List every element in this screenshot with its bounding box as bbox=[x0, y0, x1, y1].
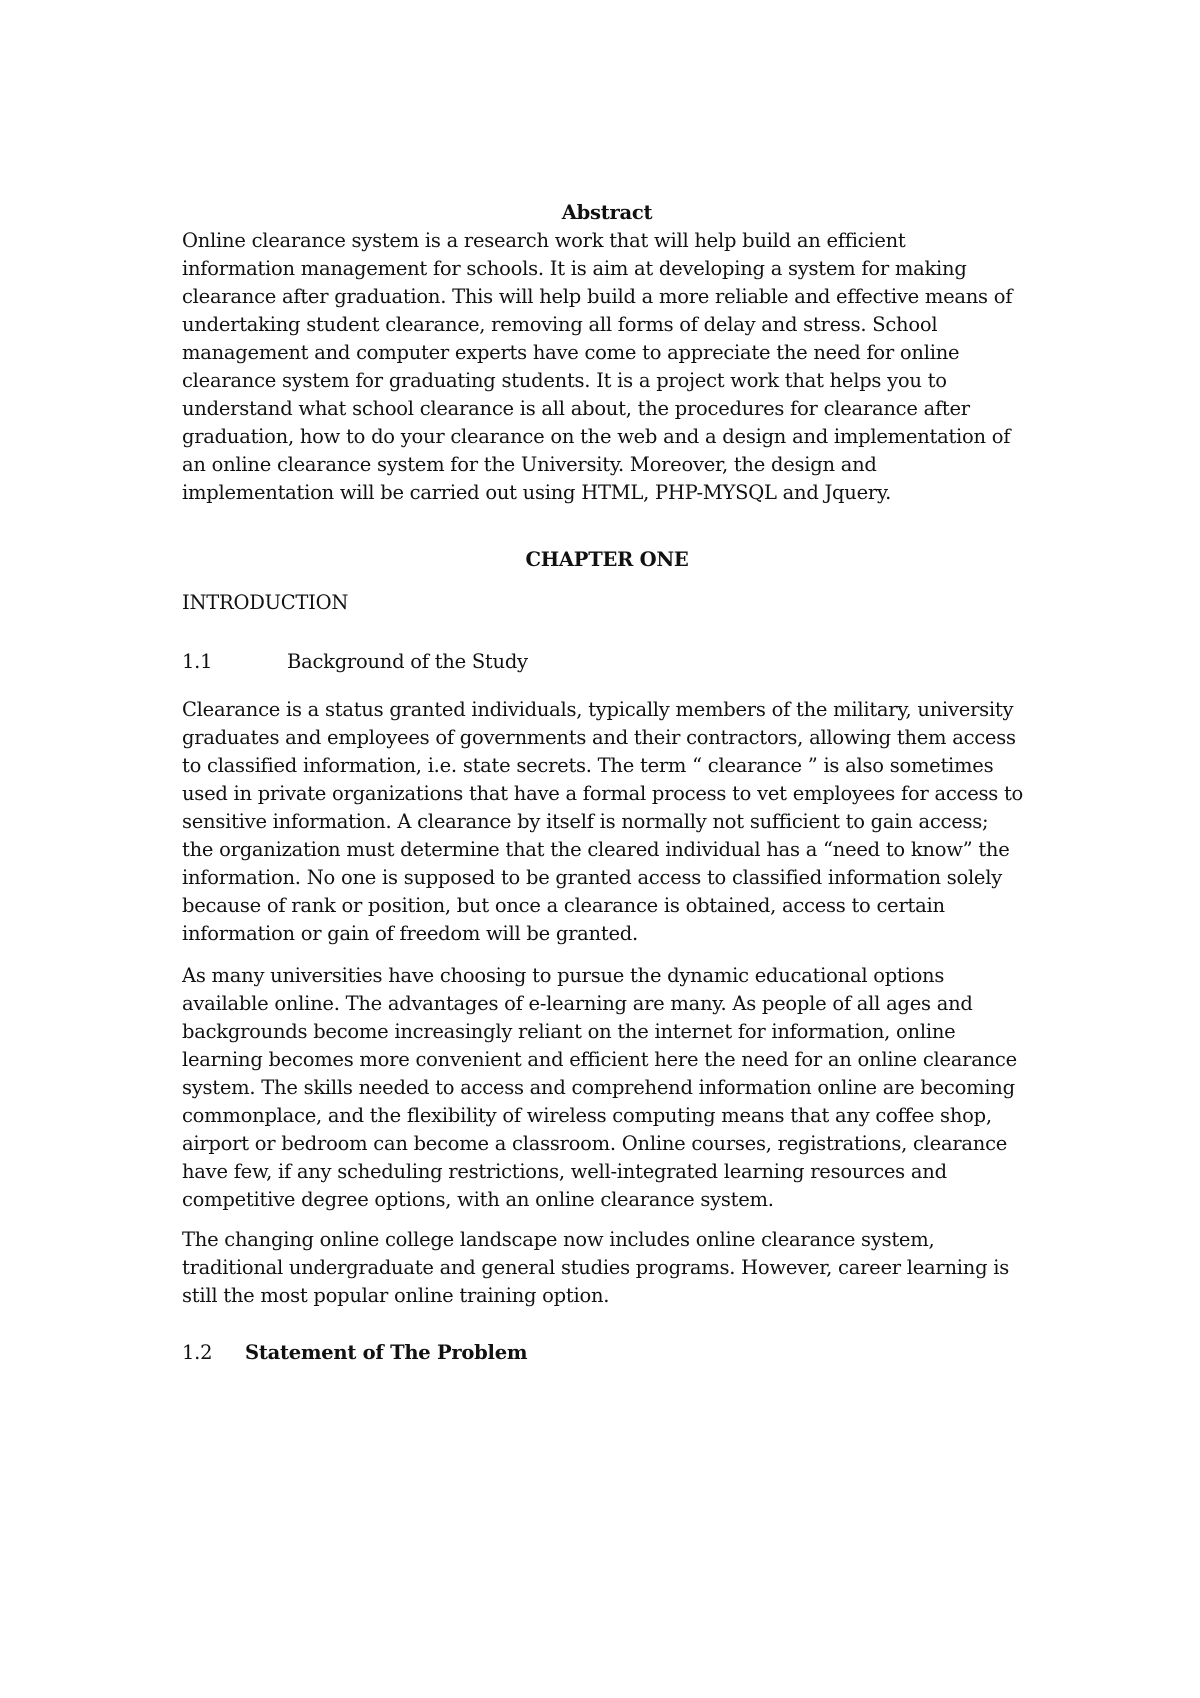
abstract-heading: Abstract bbox=[561, 201, 653, 224]
section-number: 1.2 bbox=[182, 1341, 213, 1364]
background-paragraph-3: The changing online college landscape now includes online clearance system, traditional undergraduate and general studies programs. However, career learning is still the most popular online training option. bbox=[182, 1228, 1010, 1307]
section-title: Statement of The Problem bbox=[245, 1341, 528, 1364]
chapter-heading: CHAPTER ONE bbox=[525, 548, 689, 571]
section-number: 1.1 bbox=[182, 650, 213, 673]
abstract-paragraph: Online clearance system is a research work that will help build an efficient information management for schools. It is aim at developing a system for making clearance after graduation. This will help build a more reliable and effective means of undertaking student clearance, removing all forms of delay and stress. School management and computer experts have come to appreciate the need for online clearance system for graduating students. It is a project work that helps you to understand what school clearance is all about, the procedures for clearance after graduation, how to do your clearance on the web and a design and implementation of an online clearance system for the University. Moreover, the design and implementation will be carried out using HTML, PHP-MYSQL and Jquery. bbox=[182, 229, 1013, 504]
introduction-heading: INTRODUCTION bbox=[182, 591, 349, 614]
background-paragraph-2: As many universities have choosing to pursue the dynamic educational options available online. The advantages of e-learning are many. As people of all ages and backgrounds become increasingly reliant on the internet for information, online learning becomes more convenient and efficient here the need for an online clearance system. The skills needed to access and comprehend information online are becoming commonplace, and the flexibility of wireless computing means that any coffee shop, airport or bedroom can become a classroom. Online courses, registrations, clearance have few, if any scheduling restrictions, well-integrated learning resources and competitive degree options, with an online clearance system. bbox=[182, 964, 1017, 1211]
background-paragraph-1: Clearance is a status granted individuals, typically members of the military, university graduates and employees of governments and their contractors, allowing them access to classified information, i.e. state secrets. The term “ clearance ” is also sometimes used in private organizations that have a formal process to vet employees for access to sensitive information. A clearance by itself is normally not sufficient to gain access; the organization must determine that the cleared individual has a “need to know” the information. No one is supposed to be granted access to classified information solely because of rank or position, but once a clearance is obtained, access to certain information or gain of freedom will be granted. bbox=[182, 698, 1024, 945]
section-title: Background of the Study bbox=[287, 650, 528, 673]
